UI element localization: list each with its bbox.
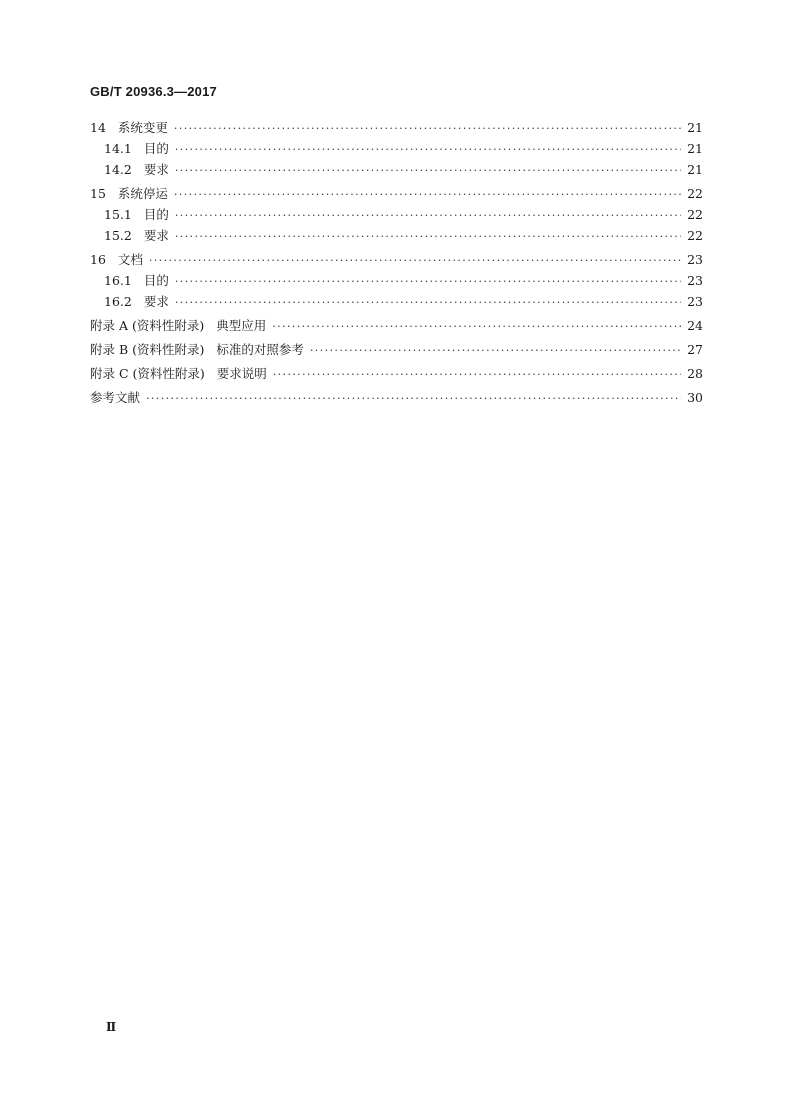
toc-entry-title: 要求 — [143, 162, 169, 177]
toc-leader-dots — [175, 227, 681, 247]
toc-leader-dots — [149, 251, 681, 271]
toc-entry-references[interactable] — [90, 388, 703, 408]
toc-entry-number: 15 — [90, 186, 106, 201]
toc-leader-dots — [273, 365, 681, 385]
toc-entry[interactable] — [90, 226, 703, 246]
toc-entry-title: 参考文献 — [90, 390, 141, 405]
toc-entry-title: 要求 — [143, 228, 169, 243]
toc-entry-page: 22 — [687, 207, 703, 222]
toc-entry[interactable] — [90, 271, 703, 291]
toc-entry-title: 系统变更 — [117, 120, 168, 135]
toc-leader-dots — [175, 140, 681, 160]
toc-leader-dots — [272, 317, 681, 337]
toc-leader-dots — [174, 185, 681, 205]
toc-entry-number: 附录 B (资料性附录) — [90, 342, 205, 357]
toc-leader-dots — [175, 272, 681, 292]
toc-entry[interactable] — [90, 205, 703, 225]
toc-entry-number: 15.2 — [104, 228, 132, 243]
toc-leader-dots — [175, 161, 681, 181]
toc-entry-number: 14 — [90, 120, 106, 135]
toc-entry-page: 21 — [687, 141, 703, 156]
toc-entry-page: 24 — [687, 318, 703, 333]
toc-leader-dots — [174, 119, 681, 139]
toc-entry-number: 16.2 — [104, 294, 132, 309]
toc-leader-dots — [146, 389, 681, 409]
toc-entry-title: 标准的对照参考 — [216, 342, 304, 357]
toc-entry-title: 目的 — [143, 207, 169, 222]
toc-entry[interactable] — [90, 118, 703, 138]
toc-entry-title: 目的 — [143, 273, 169, 288]
toc-entry-title: 要求 — [143, 294, 169, 309]
toc-leader-dots — [175, 293, 681, 313]
page-number-footer: Ⅱ — [106, 1020, 117, 1034]
toc-entry-number: 15.1 — [104, 207, 132, 222]
toc-entry[interactable] — [90, 139, 703, 159]
toc-entry-title: 要求说明 — [216, 366, 267, 381]
toc-leader-dots — [310, 341, 681, 361]
toc-entry-page: 23 — [687, 252, 703, 267]
toc-entry-number: 16.1 — [104, 273, 132, 288]
toc-entry-appendix-b[interactable] — [90, 340, 703, 360]
toc-entry-page: 30 — [687, 390, 703, 405]
toc-entry-page: 23 — [687, 273, 703, 288]
toc-entry-page: 22 — [687, 228, 703, 243]
toc-entry-page: 27 — [687, 342, 703, 357]
toc-entry[interactable] — [90, 250, 703, 270]
toc-entry-page: 22 — [687, 186, 703, 201]
toc-entry[interactable] — [90, 292, 703, 312]
toc-entry-page: 23 — [687, 294, 703, 309]
standard-code-header: GB/T 20936.3—2017 — [90, 84, 217, 99]
toc-entry-title: 系统停运 — [117, 186, 168, 201]
toc-entry-number: 附录 C (资料性附录) — [90, 366, 205, 381]
toc-entry[interactable] — [90, 160, 703, 180]
toc-entry-appendix-c[interactable] — [90, 364, 703, 384]
toc-entry-appendix-a[interactable] — [90, 316, 703, 336]
toc-entry-title: 目的 — [143, 141, 169, 156]
toc-leader-dots — [175, 206, 681, 226]
toc-entry[interactable] — [90, 184, 703, 204]
toc-entry-number: 附录 A (资料性附录) — [90, 318, 205, 333]
toc-entry-page: 21 — [687, 162, 703, 177]
toc-entry-number: 14.2 — [104, 162, 132, 177]
toc-entry-title: 典型应用 — [216, 318, 267, 333]
toc-entry-number: 16 — [90, 252, 106, 267]
toc-entry-title: 文档 — [117, 252, 143, 267]
toc-entry-page: 21 — [687, 120, 703, 135]
toc-entry-number: 14.1 — [104, 141, 132, 156]
toc-entry-page: 28 — [687, 366, 703, 381]
